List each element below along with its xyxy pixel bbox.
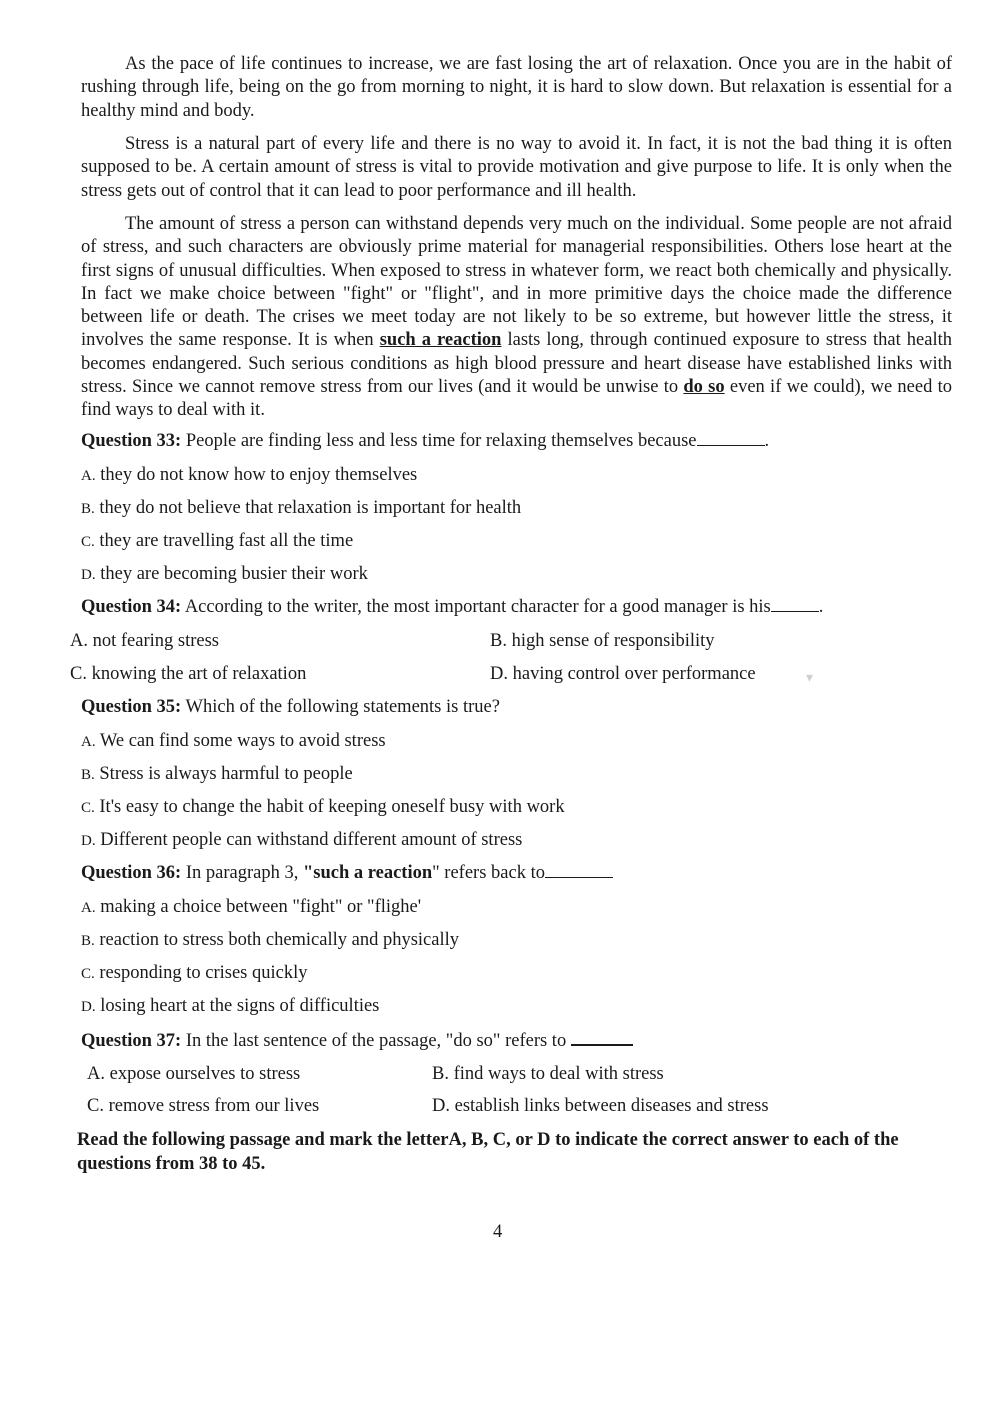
q35-option-a[interactable]: [81, 731, 386, 752]
option-letter: D.: [81, 567, 96, 583]
question-37: [81, 1030, 633, 1052]
option-text: reaction to stress both chemically and physically: [94, 930, 460, 950]
question-34-text: According to the writer, the most important character for a good manager is his: [181, 597, 771, 617]
option-letter: A.: [81, 468, 96, 484]
q33-option-c[interactable]: [81, 531, 353, 552]
question-36: [81, 863, 613, 884]
q37-option-d[interactable]: D. establish links between diseases and stress: [432, 1096, 769, 1116]
paragraph-3-text-a: The amount of stress a person can withstand depends very much on the individual. Some people are not afraid of stress, and such characters are obviously prime material for managerial responsibilities. Others lose heart at the first signs of unusual difficulties. When exposed to stress in whatever form, we react both chemically and physically. In fact we make choice between "fight" or "flight", and in more primitive days the choice made the difference between life or death. The crises we meet today are not likely to be so extreme, but however little the stress, it involves the same response. It is when: [81, 214, 952, 351]
answer-blank: [771, 597, 819, 612]
option-letter: C.: [81, 966, 95, 982]
q34-option-c[interactable]: C. knowing the art of relaxation: [70, 664, 307, 684]
q33-option-a[interactable]: [81, 465, 417, 486]
option-letter: D.: [81, 833, 96, 849]
paragraph-3-text-c: even if we could), we need to find ways to deal with it.: [81, 377, 952, 421]
q36-option-c[interactable]: [81, 963, 307, 984]
q34-option-d[interactable]: D. having control over performance: [490, 664, 756, 684]
question-37-text: In the last sentence of the passage, "do so" refers to: [181, 1031, 571, 1051]
q35-option-b[interactable]: [81, 764, 353, 785]
question-33-text: People are finding less and less time for relaxing themselves because: [181, 431, 697, 451]
option-letter: C.: [81, 800, 95, 816]
question-33-end: .: [764, 431, 770, 451]
option-letter: B.: [81, 501, 95, 517]
question-34-label: Question 34:: [81, 597, 182, 617]
question-36-text-b: " refers back to: [432, 863, 545, 883]
option-letter: A.: [81, 900, 96, 916]
q37-option-a[interactable]: A. expose ourselves to stress: [87, 1064, 301, 1084]
passage-paragraph-1: As the pace of life continues to increase, we are fast losing the art of relaxation. Once you are in the habit of rushing through life, being on the go from morning to night, it is hard to slow down. But relaxation is essential for a healthy mind and body.: [81, 54, 952, 121]
underlined-such-a-reaction: such a reaction: [379, 330, 502, 351]
q37-option-c[interactable]: C. remove stress from our lives: [87, 1096, 320, 1116]
option-letter: D.: [81, 999, 96, 1015]
option-text: responding to crises quickly: [94, 963, 308, 983]
paragraph-3-text-b: lasts long, through continued exposure to stress that health becomes endangered. Such serious conditions as high blood pressure and heart disease have established links with stress. Since we cannot remove stress from our lives (and it would be unwise to: [81, 330, 952, 398]
question-36-label: Question 36:: [81, 863, 182, 883]
question-36-quote: "such a reaction: [302, 863, 433, 883]
option-text: they do not know how to enjoy themselves: [95, 465, 418, 485]
q36-option-b[interactable]: [81, 930, 459, 951]
option-text: Different people can withstand different amount of stress: [95, 830, 523, 850]
question-36-text-a: In paragraph 3,: [181, 863, 303, 883]
question-35-text: Which of the following statements is true?: [181, 697, 500, 717]
underlined-do-so: do so: [683, 377, 725, 398]
q34-option-a[interactable]: A. not fearing stress: [70, 631, 219, 651]
answer-blank: [697, 431, 765, 446]
option-letter: B.: [81, 767, 95, 783]
question-34: [81, 597, 823, 618]
option-text: It's easy to change the habit of keeping oneself busy with work: [94, 797, 565, 817]
option-text: We can find some ways to avoid stress: [95, 731, 386, 751]
passage-paragraph-2: Stress is a natural part of every life and there is no way to avoid it. In fact, it is not the bad thing it is often supposed to be. A certain amount of stress is vital to provide motivation and give purpose to life. It is only when the stress gets out of control that it can lead to poor performance and ill health.: [81, 134, 952, 201]
option-text: Stress is always harmful to people: [94, 764, 353, 784]
option-letter: B.: [81, 933, 95, 949]
q37-option-b[interactable]: B. find ways to deal with stress: [432, 1064, 664, 1084]
option-text: they are travelling fast all the time: [94, 531, 354, 551]
question-35-label: Question 35:: [81, 697, 182, 717]
section-instruction: Read the following passage and mark the letterA, B, C, or D to indicate the correct answer to each of the questions from 38 to 45.: [77, 1130, 899, 1174]
answer-blank: [545, 863, 613, 878]
option-text: losing heart at the signs of difficulties: [95, 996, 380, 1016]
q33-option-b[interactable]: [81, 498, 521, 519]
question-33: [81, 431, 769, 452]
q35-option-c[interactable]: [81, 797, 565, 818]
q35-option-d[interactable]: [81, 830, 522, 851]
question-34-end: .: [818, 597, 824, 617]
q36-option-a[interactable]: [81, 897, 421, 918]
option-text: they do not believe that relaxation is important for health: [94, 498, 522, 518]
scan-mark: ▾: [806, 671, 814, 686]
option-text: they are becoming busier their work: [95, 564, 368, 584]
q36-option-d[interactable]: [81, 996, 379, 1017]
option-letter: C.: [81, 534, 95, 550]
answer-blank: [571, 1030, 633, 1046]
question-33-label: Question 33:: [81, 431, 182, 451]
option-letter: A.: [81, 734, 96, 750]
page-number: 4: [493, 1222, 503, 1242]
option-text: making a choice between "fight" or "flighe': [95, 897, 422, 917]
question-35: [81, 697, 500, 718]
passage-paragraph-3: [81, 213, 952, 423]
q34-option-b[interactable]: B. high sense of responsibility: [490, 631, 715, 651]
question-37-label: Question 37:: [81, 1031, 182, 1051]
q33-option-d[interactable]: [81, 564, 368, 585]
